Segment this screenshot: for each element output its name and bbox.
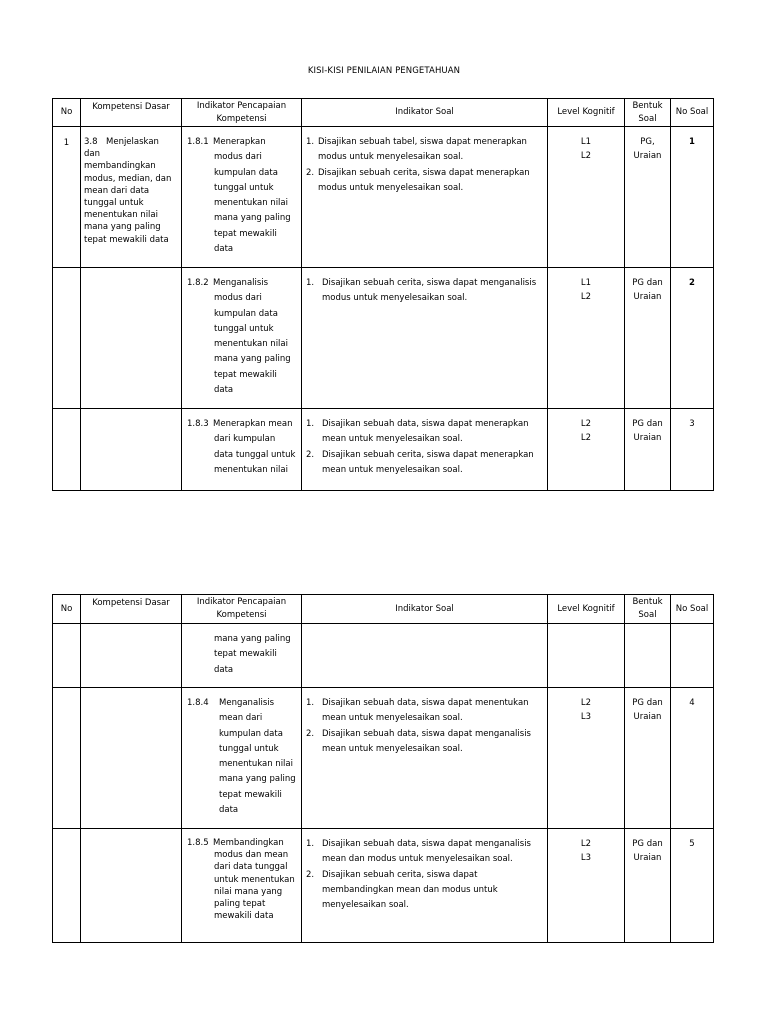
table-header-row <box>53 595 714 624</box>
item-line: mean untuk menyelesaikan soal. <box>322 464 463 475</box>
ipk-code: 1.8.1 <box>187 137 209 147</box>
ipk-code: 1.8.3 <box>187 419 209 429</box>
ipk-line: menentukan nilai <box>214 198 288 209</box>
ipk-line: data tunggal untuk <box>214 449 296 460</box>
ipk-text: Menerapkan <box>213 137 266 147</box>
ipk-cell <box>182 127 302 268</box>
list-item <box>306 868 545 914</box>
ipk-line: kumpulan data <box>214 308 278 319</box>
header-indikator-pencapaian: Indikator Pencapaian Kompetensi <box>182 595 302 624</box>
ipk-line: menentukan nilai <box>214 464 288 475</box>
indikator-soal-cell <box>302 624 548 688</box>
level-cell <box>548 829 625 943</box>
ipk-line: untuk menentukan <box>214 874 295 885</box>
item-line: modus untuk menyelesaikan soal. <box>318 182 464 193</box>
level-value: L1 <box>580 137 592 147</box>
level-cell <box>548 409 625 491</box>
bentuk-value: PG dan <box>632 839 663 849</box>
no-soal-cell: 4 <box>671 688 714 829</box>
item-number: 2. <box>306 869 315 880</box>
item-line: mean untuk menyelesaikan soal. <box>322 713 463 724</box>
ipk-line: tunggal untuk <box>219 743 279 754</box>
ipk-line: modus dari <box>214 152 262 163</box>
level-value: L2 <box>580 292 592 302</box>
indikator-soal-cell <box>302 268 548 409</box>
level-value: L3 <box>580 853 592 863</box>
no-soal-cell: 1 <box>671 127 714 268</box>
indikator-soal-cell <box>302 688 548 829</box>
ipk-line: tepat mewakili <box>214 649 277 660</box>
level-cell <box>548 688 625 829</box>
item-line: Disajikan sebuah cerita, siswa dapat <box>322 869 478 880</box>
header-no-soal: No Soal <box>671 99 714 127</box>
level-value: L2 <box>580 419 592 429</box>
level-value: L2 <box>580 698 592 708</box>
list-item <box>306 135 545 166</box>
ipk-line: data <box>214 244 234 255</box>
item-number: 1. <box>306 137 315 147</box>
no-soal-cell <box>671 624 714 688</box>
item-number: 1. <box>306 839 315 849</box>
bentuk-soal-cell <box>625 127 671 268</box>
header-no: No <box>53 595 81 624</box>
level-cell <box>548 624 625 688</box>
level-value: L2 <box>580 839 592 849</box>
bentuk-value: Uraian <box>633 292 662 302</box>
item-number: 2. <box>306 449 315 460</box>
ipk-code: 1.8.2 <box>187 278 209 288</box>
ipk-line: kumpulan data <box>214 167 278 178</box>
ipk-line: paling tepat <box>214 899 266 910</box>
table-row <box>53 127 714 268</box>
ipk-cell <box>182 409 302 491</box>
ipk-line: tunggal untuk <box>214 182 274 193</box>
table-row <box>53 624 714 688</box>
row-no <box>53 409 81 491</box>
header-level-kognitif: Level Kognitif <box>548 595 625 624</box>
item-number: 1. <box>306 278 315 288</box>
ipk-text: Membandingkan <box>213 838 284 848</box>
row-no <box>53 688 81 829</box>
indikator-soal-cell <box>302 409 548 491</box>
list-item <box>306 276 545 307</box>
item-line: Disajikan sebuah cerita, siswa dapat menerapkan <box>318 167 530 178</box>
list-item <box>306 727 545 758</box>
item-line: mean dan modus untuk menyelesaikan soal. <box>322 854 513 865</box>
item-number: 2. <box>306 167 315 178</box>
ipk-line: tepat mewakili <box>219 789 282 800</box>
item-line: Disajikan sebuah cerita, siswa dapat menganalisis <box>322 278 537 288</box>
ipk-line: data <box>214 385 234 396</box>
item-line: Disajikan sebuah tabel, siswa dapat menerapkan <box>318 137 527 147</box>
item-line: mean untuk menyelesaikan soal. <box>322 434 463 445</box>
item-line: Disajikan sebuah cerita, siswa dapat menerapkan <box>322 449 534 460</box>
header-bentuk-soal: Bentuk Soal <box>625 99 671 127</box>
ipk-line: mana yang paling <box>214 354 291 365</box>
kd-line: membandingkan <box>84 161 156 172</box>
kompetensi-dasar-cell <box>81 829 182 943</box>
header-indikator-soal: Indikator Soal <box>302 99 548 127</box>
ipk-line: data <box>214 664 234 675</box>
ipk-line: mean dari <box>219 713 263 724</box>
item-line: membandingkan mean dan modus untuk <box>322 884 498 895</box>
item-line: Disajikan sebuah data, siswa dapat menerapkan <box>322 419 529 429</box>
header-no: No <box>53 99 81 127</box>
header-level-kognitif: Level Kognitif <box>548 99 625 127</box>
kompetensi-dasar-cell <box>81 268 182 409</box>
kompetensi-dasar-cell <box>81 624 182 688</box>
kisi-kisi-table-1 <box>52 98 714 491</box>
level-value: L1 <box>580 278 592 288</box>
item-number: 2. <box>306 728 315 739</box>
kd-line: dan <box>84 149 100 160</box>
kompetensi-dasar-cell <box>81 688 182 829</box>
ipk-text: Menerapkan mean <box>213 419 293 429</box>
ipk-line: tepat mewakili <box>214 228 277 239</box>
kd-number: 3.8 <box>84 137 98 147</box>
table-row <box>53 409 714 491</box>
ipk-line: modus dan mean <box>214 850 289 861</box>
level-value: L2 <box>580 433 592 443</box>
kd-line: tunggal untuk <box>84 198 144 209</box>
list-item <box>306 837 545 868</box>
ipk-cell <box>182 268 302 409</box>
bentuk-value: Uraian <box>633 151 662 161</box>
header-kompetensi-dasar: Kompetensi Dasar <box>81 99 182 127</box>
page-title: KISI-KISI PENILAIAN PENGETAHUAN <box>307 66 461 76</box>
row-no <box>53 268 81 409</box>
kd-line: menentukan nilai <box>84 210 158 221</box>
bentuk-value: PG dan <box>632 698 663 708</box>
ipk-text: Menganalisis <box>219 698 275 708</box>
ipk-line: menentukan nilai <box>214 339 288 350</box>
kisi-kisi-table-2 <box>52 594 714 943</box>
list-item <box>306 417 545 448</box>
item-line: modus untuk menyelesaikan soal. <box>318 152 464 163</box>
ipk-cell <box>182 829 302 943</box>
kd-line: mana yang paling <box>84 222 161 233</box>
ipk-line: kumpulan data <box>219 728 283 739</box>
item-line: Disajikan sebuah data, siswa dapat menentukan <box>322 698 529 708</box>
bentuk-soal-cell <box>625 409 671 491</box>
table-header-row <box>53 99 714 127</box>
kompetensi-dasar-cell <box>81 409 182 491</box>
ipk-text: Menganalisis <box>213 278 269 288</box>
kd-text: Menjelaskan <box>106 137 159 147</box>
item-line: Disajikan sebuah data, siswa dapat menganalisis <box>322 839 531 849</box>
ipk-line: tunggal untuk <box>214 323 274 334</box>
list-item <box>306 696 545 727</box>
kd-line: modus, median, dan <box>84 173 172 184</box>
item-number: 1. <box>306 419 315 429</box>
table-row <box>53 688 714 829</box>
row-no <box>53 829 81 943</box>
bentuk-value: Uraian <box>633 433 662 443</box>
level-value: L2 <box>580 151 592 161</box>
ipk-code: 1.8.5 <box>187 838 209 848</box>
ipk-line: mana yang paling <box>214 213 291 224</box>
bentuk-soal-cell <box>625 688 671 829</box>
bentuk-value: PG, <box>640 137 655 147</box>
bentuk-value: PG dan <box>632 419 663 429</box>
bentuk-soal-cell <box>625 268 671 409</box>
row-no: 1 <box>53 127 81 268</box>
item-line: menyelesaikan soal. <box>322 900 409 911</box>
level-cell <box>548 127 625 268</box>
item-line: modus untuk menyelesaikan soal. <box>322 293 468 304</box>
header-bentuk-soal: Bentuk Soal <box>625 595 671 624</box>
kd-line: tepat mewakili data <box>84 234 169 245</box>
ipk-line: modus dari <box>214 293 262 304</box>
row-no <box>53 624 81 688</box>
ipk-line: mana yang paling <box>219 774 296 785</box>
header-indikator-pencapaian: Indikator Pencapaian Kompetensi <box>182 99 302 127</box>
ipk-line: nilai mana yang <box>214 886 283 897</box>
item-number: 1. <box>306 698 315 708</box>
header-kompetensi-dasar: Kompetensi Dasar <box>81 595 182 624</box>
bentuk-soal-cell <box>625 624 671 688</box>
ipk-line: dari kumpulan <box>214 434 276 445</box>
ipk-line: data <box>219 805 239 816</box>
level-cell <box>548 268 625 409</box>
bentuk-value: PG dan <box>632 278 663 288</box>
list-item <box>306 448 545 479</box>
ipk-line: dari data tunggal <box>214 862 288 873</box>
ipk-line: mana yang paling <box>214 634 291 644</box>
kd-line: mean dari data <box>84 185 150 196</box>
header-indikator-soal: Indikator Soal <box>302 595 548 624</box>
no-soal-cell: 3 <box>671 409 714 491</box>
header-no-soal: No Soal <box>671 595 714 624</box>
ipk-cell <box>182 624 302 688</box>
item-line: mean untuk menyelesaikan soal. <box>322 743 463 754</box>
kompetensi-dasar-cell <box>81 127 182 268</box>
no-soal-cell: 2 <box>671 268 714 409</box>
ipk-line: mewakili data <box>214 911 274 922</box>
bentuk-value: Uraian <box>633 712 662 722</box>
ipk-code: 1.8.4 <box>187 698 209 708</box>
table-row <box>53 829 714 943</box>
bentuk-soal-cell <box>625 829 671 943</box>
list-item <box>306 166 545 197</box>
item-line: Disajikan sebuah data, siswa dapat menganalisis <box>322 728 531 739</box>
table-row <box>53 268 714 409</box>
ipk-line: tepat mewakili <box>214 369 277 380</box>
no-soal-cell: 5 <box>671 829 714 943</box>
ipk-cell <box>182 688 302 829</box>
indikator-soal-cell <box>302 829 548 943</box>
indikator-soal-cell <box>302 127 548 268</box>
level-value: L3 <box>580 712 592 722</box>
ipk-line: menentukan nilai <box>219 759 293 770</box>
bentuk-value: Uraian <box>633 853 662 863</box>
